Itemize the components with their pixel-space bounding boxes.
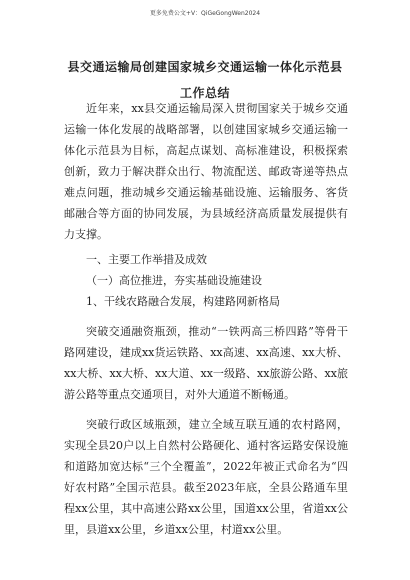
body-paragraph: 突破行政区域瓶颈，建立全域互联互通的农村路网，实现全县20户以上自然村公路硬化、通村客运路安保设施和道路加宽达标“三个全覆盖”，2022年被正式命名为“四好农村路”全国示范县。截至2023年底，全县公路通车里程xx公里，其中高速公路xx公里，国道xx公里，省道xx公里，县道xx公里，乡道xx公里，村道xx公里。 bbox=[64, 418, 348, 536]
section-heading: 一、主要工作举措及成效 bbox=[86, 253, 207, 266]
subsection-heading: （一）高位推进，夯实基础设施建设 bbox=[86, 274, 262, 287]
item-heading: 1、干线农路融合发展，构建路网新格局 bbox=[86, 295, 280, 308]
header-note: 更多免费公文+V：QiGeGongWen2024 bbox=[149, 10, 261, 17]
document-body bbox=[64, 98, 348, 540]
document-title: 县交通运输局创建国家城乡交通运输一体化示范县工作总结 bbox=[67, 60, 343, 100]
intro-paragraph: 近年来，xx县交通运输局深入贯彻国家关于城乡交通运输一体化发展的战略部署，以创建国家城乡交通运输一体化示范县为目标，高起点谋划、高标准建设，积极探索创新，致力于解决群众出行、物流配送、邮政寄递等热点难点问题，推动城乡交通运输基础设施、运输服务、客货邮融合等方面的协同发展，为县域经济高质量发展提供有力支撑。 bbox=[64, 102, 348, 241]
body-paragraph: 突破交通融资瓶颈，推动“一铁两高三桥四路”等骨干路网建设，建成xx货运铁路、xx高速、xx高速、xx大桥、xx大桥、xx大桥、xx大道、xx一级路、xx旅游公路、xx旅游公路等重点交通项目，对外大通道不断畅通。 bbox=[64, 325, 348, 401]
